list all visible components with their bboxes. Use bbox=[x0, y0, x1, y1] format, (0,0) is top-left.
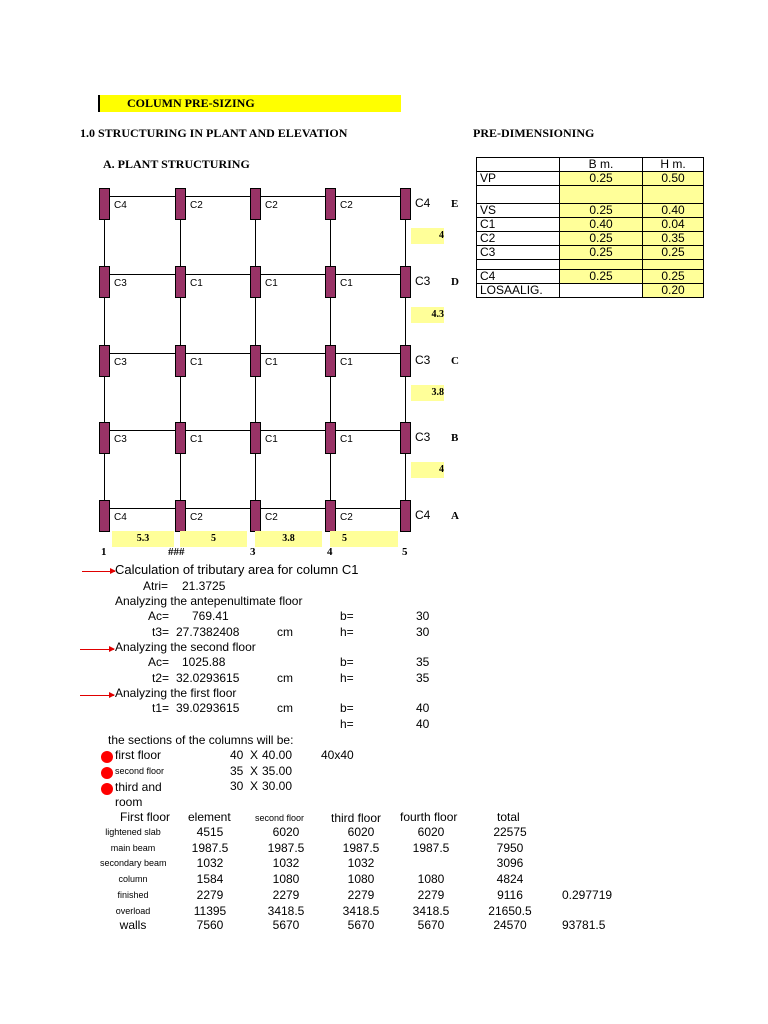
load-cell: 6020 bbox=[347, 825, 375, 839]
column-label: C1 bbox=[190, 434, 203, 445]
floor-heading-first: Analyzing the first floor bbox=[115, 686, 237, 700]
red-arrow-2 bbox=[80, 649, 114, 650]
load-cell: 2279 bbox=[272, 888, 300, 902]
header-fourth-floor: fourth floor bbox=[400, 810, 458, 824]
column-label: C1 bbox=[190, 357, 203, 368]
column-label: C4 bbox=[114, 200, 127, 211]
b-value: 35 bbox=[416, 655, 430, 669]
column-marker bbox=[250, 345, 261, 377]
load-cell: 1080 bbox=[347, 872, 375, 886]
predim-table bbox=[476, 157, 704, 298]
column-marker bbox=[325, 500, 336, 532]
load-cell: 7560 bbox=[196, 918, 224, 932]
vertical-span-value: 4.3 bbox=[411, 307, 444, 323]
unit-cm: cm bbox=[277, 625, 293, 639]
load-cell: 1987.5 bbox=[342, 841, 380, 855]
column-label: C3 bbox=[415, 430, 431, 444]
column-marker bbox=[325, 422, 336, 454]
atri-label: Atri= bbox=[143, 579, 169, 593]
header-first-floor: First floor bbox=[120, 810, 171, 824]
column-label: C1 bbox=[265, 357, 278, 368]
header-h: H m. bbox=[643, 158, 704, 172]
section-b: 35.00 bbox=[262, 764, 293, 778]
header-b: B m. bbox=[560, 158, 643, 172]
load-cell: 1032 bbox=[272, 856, 300, 870]
column-marker bbox=[99, 345, 110, 377]
column-marker bbox=[400, 500, 411, 532]
column-marker bbox=[99, 500, 110, 532]
unit-cm: cm bbox=[277, 671, 293, 685]
column-marker bbox=[400, 188, 411, 220]
predim-title: PRE-DIMENSIONING bbox=[473, 126, 595, 140]
axis-letter: B bbox=[451, 432, 459, 444]
load-extra: 93781.5 bbox=[562, 918, 606, 932]
column-label: C2 bbox=[190, 200, 203, 211]
load-cell: 21650.5 bbox=[488, 904, 532, 918]
table-row bbox=[477, 260, 704, 270]
column-marker bbox=[400, 266, 411, 298]
column-label: C2 bbox=[340, 512, 353, 523]
column-label: C3 bbox=[415, 353, 431, 367]
column-marker bbox=[175, 266, 186, 298]
h-value: 30 bbox=[416, 625, 430, 639]
load-cell: 24570 bbox=[493, 918, 527, 932]
load-cell: 2279 bbox=[347, 888, 375, 902]
atri-value: 21.3725 bbox=[182, 579, 226, 593]
b-value: 30 bbox=[416, 609, 430, 623]
column-marker bbox=[99, 266, 110, 298]
t-label: t1= bbox=[152, 701, 170, 715]
section-b: 40.00 bbox=[262, 748, 293, 762]
column-label: C3 bbox=[415, 274, 431, 288]
column-label: C4 bbox=[415, 508, 431, 522]
section-a: 40 bbox=[230, 748, 244, 762]
page-title: COLUMN PRE-SIZING bbox=[127, 96, 255, 110]
load-cell: 6020 bbox=[417, 825, 445, 839]
column-label: C2 bbox=[190, 512, 203, 523]
unit-cm: cm bbox=[277, 701, 293, 715]
load-cell: 6020 bbox=[272, 825, 300, 839]
column-marker bbox=[325, 188, 336, 220]
column-label: C2 bbox=[265, 512, 278, 523]
column-marker bbox=[400, 345, 411, 377]
load-cell: 1987.5 bbox=[412, 841, 450, 855]
floor-heading-second: Analyzing the second floor bbox=[115, 640, 256, 654]
h-value: 40 bbox=[416, 717, 430, 731]
load-cell: 1080 bbox=[272, 872, 300, 886]
section-a: 30 bbox=[230, 779, 244, 793]
ac-value: 769.41 bbox=[192, 609, 229, 623]
load-cell: 1032 bbox=[196, 856, 224, 870]
vertical-span-value: 3.8 bbox=[411, 385, 444, 401]
load-cell: 1080 bbox=[417, 872, 445, 886]
h-label: h= bbox=[340, 625, 354, 639]
column-marker bbox=[175, 345, 186, 377]
h-value: 35 bbox=[416, 671, 430, 685]
ac-value: 1025.88 bbox=[182, 655, 226, 669]
axis-number: ### bbox=[168, 546, 185, 558]
column-label: C3 bbox=[114, 357, 127, 368]
load-cell: 1584 bbox=[196, 872, 224, 886]
horizontal-span-value: 5 bbox=[180, 531, 247, 547]
b-value: 40 bbox=[416, 701, 430, 715]
table-row: LOSAALIG. 0.20 bbox=[477, 284, 704, 298]
t-value: 32.0293615 bbox=[176, 671, 240, 685]
red-arrow-3 bbox=[80, 695, 114, 696]
column-label: C3 bbox=[114, 434, 127, 445]
section-label: third and room bbox=[115, 780, 162, 809]
section-heading: 1.0 STRUCTURING IN PLANT AND ELEVATION bbox=[80, 126, 348, 140]
column-label: C2 bbox=[340, 200, 353, 211]
load-row-name: column bbox=[118, 874, 148, 884]
load-cell: 5670 bbox=[347, 918, 375, 932]
red-arrow-1 bbox=[82, 571, 115, 572]
column-marker bbox=[175, 422, 186, 454]
column-label: C1 bbox=[265, 278, 278, 289]
column-label: C4 bbox=[415, 196, 431, 210]
load-cell: 2279 bbox=[417, 888, 445, 902]
t-label: t3= bbox=[152, 625, 170, 639]
load-cell: 3418.5 bbox=[412, 904, 450, 918]
horizontal-span-value: 5.3 bbox=[112, 531, 174, 547]
load-cell: 4515 bbox=[196, 825, 224, 839]
red-dot-2 bbox=[101, 767, 113, 779]
t-value: 27.7382408 bbox=[176, 625, 240, 639]
table-row: VS 0.25 0.40 bbox=[477, 204, 704, 218]
load-cell: 3418.5 bbox=[267, 904, 305, 918]
load-cell: 3418.5 bbox=[342, 904, 380, 918]
column-label: C4 bbox=[114, 512, 127, 523]
section-x: X bbox=[250, 748, 259, 762]
axis-number: 1 bbox=[101, 546, 107, 558]
t-value: 39.0293615 bbox=[176, 701, 240, 715]
axis-letter: E bbox=[451, 198, 459, 210]
load-cell: 3096 bbox=[496, 856, 524, 870]
calc-heading: Calculation of tributary area for column C1 bbox=[115, 562, 359, 577]
column-marker bbox=[325, 345, 336, 377]
column-label: C1 bbox=[340, 357, 353, 368]
column-marker bbox=[325, 266, 336, 298]
axis-number: 5 bbox=[402, 546, 408, 558]
column-marker bbox=[175, 188, 186, 220]
axis-number: 3 bbox=[250, 546, 256, 558]
table-row bbox=[477, 186, 704, 204]
load-row-name: secondary beam bbox=[100, 858, 167, 868]
load-cell: 2279 bbox=[196, 888, 224, 902]
axis-letter: A bbox=[451, 510, 459, 522]
column-marker bbox=[99, 422, 110, 454]
load-cell: 4824 bbox=[496, 872, 524, 886]
t-label: t2= bbox=[152, 671, 170, 685]
section-label: second floor bbox=[115, 766, 165, 776]
h-label: h= bbox=[340, 671, 354, 685]
load-row-name: main beam bbox=[110, 843, 156, 853]
header-third-floor: third floor bbox=[331, 811, 382, 825]
table-row: VP 0.25 0.50 bbox=[477, 172, 704, 186]
red-dot-1 bbox=[101, 751, 113, 763]
load-extra: 0.297719 bbox=[562, 888, 613, 902]
red-dot-3 bbox=[101, 783, 113, 795]
section-label: first floor bbox=[115, 748, 162, 762]
header-element: element bbox=[188, 810, 231, 824]
column-marker bbox=[250, 500, 261, 532]
section-extra: 40x40 bbox=[321, 748, 354, 762]
column-marker bbox=[99, 188, 110, 220]
load-cell: 1987.5 bbox=[267, 841, 305, 855]
table-row: C3 0.25 0.25 bbox=[477, 246, 704, 260]
vertical-span-value: 4 bbox=[411, 462, 444, 478]
load-cell: 5670 bbox=[417, 918, 445, 932]
load-row-name: walls bbox=[119, 918, 147, 932]
header-second-floor: second floor bbox=[255, 813, 305, 823]
section-x: X bbox=[250, 764, 259, 778]
subsection-heading: A. PLANT STRUCTURING bbox=[103, 157, 250, 171]
column-label: C1 bbox=[265, 434, 278, 445]
vertical-span-value: 4 bbox=[411, 228, 444, 244]
column-marker bbox=[250, 266, 261, 298]
table-row: C4 0.25 0.25 bbox=[477, 270, 704, 284]
b-label: b= bbox=[340, 655, 354, 669]
load-cell: 9116 bbox=[497, 888, 523, 902]
b-label: b= bbox=[340, 609, 354, 623]
axis-letter: C bbox=[451, 355, 459, 367]
load-cell: 5670 bbox=[272, 918, 300, 932]
ac-label: Ac= bbox=[148, 609, 170, 623]
column-marker bbox=[250, 188, 261, 220]
load-row-name: lightened slab bbox=[105, 827, 161, 837]
load-cell: 1987.5 bbox=[191, 841, 229, 855]
column-marker bbox=[250, 422, 261, 454]
column-marker bbox=[175, 500, 186, 532]
column-label: C3 bbox=[114, 278, 127, 289]
header-total: total bbox=[497, 810, 520, 824]
section-x: X bbox=[250, 779, 259, 793]
column-label: C1 bbox=[340, 278, 353, 289]
table-row: C1 0.40 0.04 bbox=[477, 218, 704, 232]
horizontal-span-value: 3.8 bbox=[255, 531, 322, 547]
load-cell: 1032 bbox=[347, 856, 375, 870]
column-label: C1 bbox=[190, 278, 203, 289]
ac-label: Ac= bbox=[148, 655, 170, 669]
load-row-name: finished bbox=[117, 890, 149, 900]
table-row bbox=[477, 158, 704, 172]
axis-number: 4 bbox=[327, 546, 333, 558]
column-label: C1 bbox=[340, 434, 353, 445]
table-row: C2 0.25 0.35 bbox=[477, 232, 704, 246]
sections-heading: the sections of the columns will be: bbox=[108, 733, 294, 747]
section-b: 30.00 bbox=[262, 779, 293, 793]
load-row-name: overload bbox=[115, 906, 151, 916]
column-label: C2 bbox=[265, 200, 278, 211]
section-a: 35 bbox=[230, 764, 244, 778]
horizontal-span-value: 5 bbox=[330, 531, 398, 547]
load-cell: 11395 bbox=[193, 904, 227, 918]
load-cell: 22575 bbox=[493, 825, 527, 839]
h-label: h= bbox=[340, 717, 354, 731]
axis-letter: D bbox=[451, 276, 459, 288]
column-marker bbox=[400, 422, 411, 454]
floor-heading-antepenultimate: Analyzing the antepenultimate floor bbox=[115, 594, 303, 608]
load-cell: 7950 bbox=[496, 841, 524, 855]
b-label: b= bbox=[340, 701, 354, 715]
